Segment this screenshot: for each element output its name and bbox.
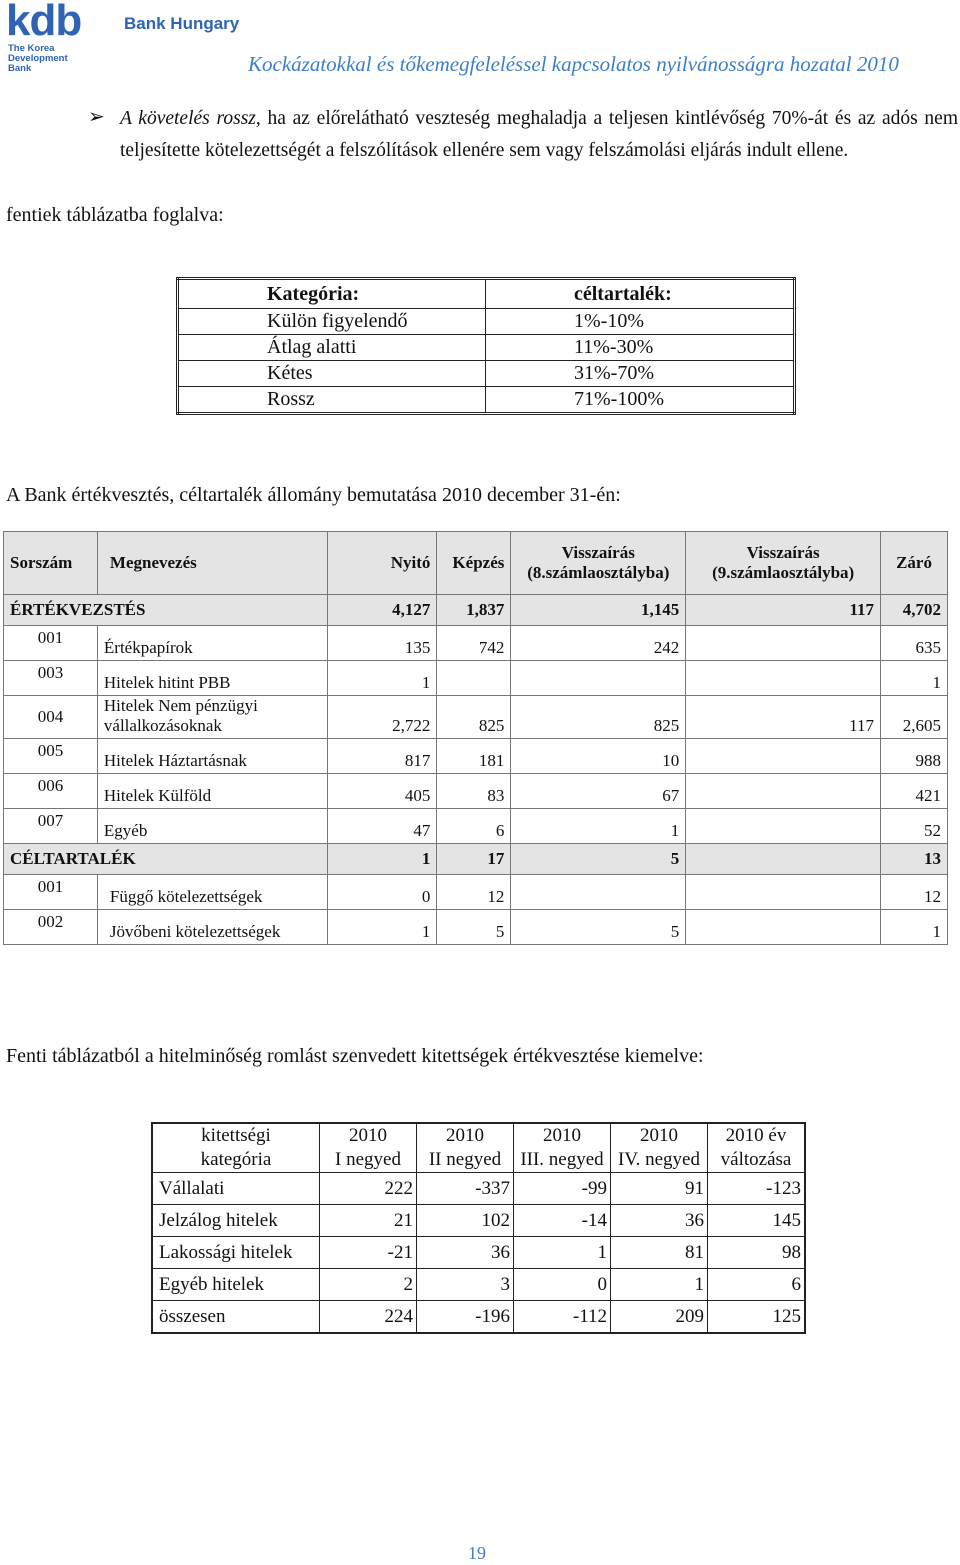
row-value: 817 xyxy=(327,739,437,774)
header-line: II negyed xyxy=(428,1149,502,1170)
row-value: 2,722 xyxy=(327,696,437,739)
impairment-header-row xyxy=(4,532,948,595)
row-value: 825 xyxy=(437,696,511,739)
row-value: 988 xyxy=(881,739,948,774)
row-code: 002 xyxy=(4,910,98,945)
header-visszairas-9 xyxy=(686,532,881,595)
section-row-ertekvesztes xyxy=(4,595,948,626)
quarter-header xyxy=(320,1123,417,1173)
header-kepzes: Képzés xyxy=(437,532,511,595)
row-value: 91 xyxy=(611,1173,708,1205)
row-value: 36 xyxy=(611,1205,708,1237)
row-value: 209 xyxy=(611,1301,708,1334)
row-value: 6 xyxy=(437,809,511,844)
document-title: Kockázatokkal és tőkemegfeleléssel kapcsolatos nyilvánosságra hozatal 2010 xyxy=(248,52,899,76)
row-value: -123 xyxy=(708,1173,806,1205)
table-row xyxy=(4,875,948,910)
row-value: 742 xyxy=(437,626,511,661)
quarter-header xyxy=(417,1123,514,1173)
row-value: 12 xyxy=(881,875,948,910)
row-value: 10 xyxy=(511,739,686,774)
section-value: 4,127 xyxy=(327,595,437,626)
category-header: Kategória: xyxy=(178,279,486,309)
provision-cell: 1%-10% xyxy=(486,309,795,335)
header-line: (9.számlaosztályba) xyxy=(712,563,855,582)
table-row xyxy=(152,1237,805,1269)
row-value: 21 xyxy=(320,1205,417,1237)
provision-cell: 31%-70% xyxy=(486,361,795,387)
row-value xyxy=(437,661,511,696)
row-value: 0 xyxy=(327,875,437,910)
category-row xyxy=(178,387,795,414)
row-value: -337 xyxy=(417,1173,514,1205)
row-label: összesen xyxy=(152,1301,320,1334)
row-value: 1 xyxy=(511,809,686,844)
header-line: III. negyed xyxy=(520,1149,604,1170)
row-code: 001 xyxy=(4,875,98,910)
header-line: kategória xyxy=(200,1149,272,1170)
arrow-bullet-icon: ➢ xyxy=(88,106,105,128)
row-code: 003 xyxy=(4,661,98,696)
row-value: 1 xyxy=(327,910,437,945)
section-value: 17 xyxy=(437,844,511,875)
page-number: 19 xyxy=(468,1543,486,1563)
table-row xyxy=(4,661,948,696)
row-name: Jövőbeni kötelezettségek xyxy=(97,910,327,945)
row-code: 001 xyxy=(4,626,98,661)
row-value: 67 xyxy=(511,774,686,809)
header-line: kitettségi xyxy=(201,1125,271,1146)
table-row xyxy=(4,626,948,661)
header-zaro: Záró xyxy=(881,532,948,595)
header-line: Visszaírás xyxy=(561,543,635,562)
row-code: 007 xyxy=(4,809,98,844)
header-line: 2010 xyxy=(349,1125,387,1146)
row-name: Hitelek Háztartásnak xyxy=(97,739,327,774)
table-row xyxy=(4,739,948,774)
row-name: Hitelek hitint PBB xyxy=(97,661,327,696)
category-cell: Külön figyelendő xyxy=(178,309,486,335)
category-row xyxy=(178,309,795,335)
intro-text-1: fentiek táblázatba foglalva: xyxy=(6,204,224,226)
row-name: Értékpapírok xyxy=(97,626,327,661)
category-header-row xyxy=(178,279,795,309)
row-value: 405 xyxy=(327,774,437,809)
header-line: Visszaírás xyxy=(746,543,820,562)
table-row xyxy=(4,809,948,844)
row-name: Függő kötelezettségek xyxy=(97,875,327,910)
row-name-line: Hitelek Nem pénzügyi xyxy=(103,696,258,715)
provision-header: céltartalék: xyxy=(486,279,795,309)
row-value: 635 xyxy=(881,626,948,661)
row-value: 222 xyxy=(320,1173,417,1205)
table-row xyxy=(4,910,948,945)
row-name: Egyéb xyxy=(97,809,327,844)
row-value: 2 xyxy=(320,1269,417,1301)
row-value: 83 xyxy=(437,774,511,809)
row-value: 5 xyxy=(437,910,511,945)
section-title: CÉLTARTALÉK xyxy=(4,844,328,875)
row-value: 421 xyxy=(881,774,948,809)
row-value xyxy=(686,875,881,910)
table-row xyxy=(152,1269,805,1301)
logo-sub-line: Development xyxy=(8,53,68,64)
quarter-header xyxy=(611,1123,708,1173)
row-value: 1 xyxy=(881,661,948,696)
kdb-logo xyxy=(6,2,276,74)
row-label: Lakossági hitelek xyxy=(152,1237,320,1269)
row-value: 2,605 xyxy=(881,696,948,739)
row-value: 135 xyxy=(327,626,437,661)
impairment-table xyxy=(3,531,948,945)
row-name xyxy=(97,696,327,739)
row-value xyxy=(686,910,881,945)
header-line: I negyed xyxy=(335,1149,401,1170)
row-value: 0 xyxy=(514,1269,611,1301)
row-value: 1 xyxy=(514,1237,611,1269)
row-value: 825 xyxy=(511,696,686,739)
row-value: -99 xyxy=(514,1173,611,1205)
row-value xyxy=(686,774,881,809)
header-nyito: Nyitó xyxy=(327,532,437,595)
section-value xyxy=(686,844,881,875)
row-value: 5 xyxy=(511,910,686,945)
header-line: 2010 xyxy=(446,1125,484,1146)
category-cell: Kétes xyxy=(178,361,486,387)
quarterly-table xyxy=(151,1122,806,1334)
intro-text-2: A Bank értékvesztés, céltartalék állomány bemutatása 2010 december 31-én: xyxy=(6,484,621,506)
header-line: (8.számlaosztályba) xyxy=(527,563,670,582)
row-name: Hitelek Külföld xyxy=(97,774,327,809)
provision-cell: 11%-30% xyxy=(486,335,795,361)
row-code: 004 xyxy=(4,696,98,739)
header-sorszam: Sorszám xyxy=(4,532,98,595)
section-title: ÉRTÉKVEZSTÉS xyxy=(4,595,328,626)
bullet-text: ha az előrelátható veszteség meghaladja a teljesen kintlévőség 70%-át és az adós nem teljesítette kötelezettségét a felszólítások ellenére sem vagy felszámolási eljárás indult ellene. xyxy=(120,108,958,161)
row-value: 12 xyxy=(437,875,511,910)
row-value: 36 xyxy=(417,1237,514,1269)
category-table xyxy=(176,277,796,415)
header-line: változása xyxy=(720,1149,792,1170)
row-value xyxy=(511,875,686,910)
intro-text-3: Fenti táblázatból a hitelminőség romlást szenvedett kitettségek értékvesztése kiemelve: xyxy=(6,1045,704,1067)
logo-subtitle xyxy=(8,44,68,74)
row-value: -21 xyxy=(320,1237,417,1269)
row-value: -14 xyxy=(514,1205,611,1237)
table-row xyxy=(152,1205,805,1237)
row-value: 81 xyxy=(611,1237,708,1269)
row-value: -112 xyxy=(514,1301,611,1334)
section-value: 1 xyxy=(327,844,437,875)
quarter-header xyxy=(514,1123,611,1173)
row-value: 52 xyxy=(881,809,948,844)
row-value xyxy=(686,661,881,696)
row-code: 006 xyxy=(4,774,98,809)
row-value: 145 xyxy=(708,1205,806,1237)
quarter-header xyxy=(152,1123,320,1173)
table-row xyxy=(152,1301,805,1334)
row-value: 125 xyxy=(708,1301,806,1334)
row-label: Vállalati xyxy=(152,1173,320,1205)
header-megnevezes: Megnevezés xyxy=(97,532,327,595)
section-value: 1,145 xyxy=(511,595,686,626)
row-value: 6 xyxy=(708,1269,806,1301)
header-line: 2010 xyxy=(640,1125,678,1146)
bullet-paragraph xyxy=(120,103,958,167)
table-row xyxy=(152,1173,805,1205)
row-value xyxy=(511,661,686,696)
row-value: 181 xyxy=(437,739,511,774)
logo-sub-line: The Korea xyxy=(8,43,55,54)
provision-cell: 71%-100% xyxy=(486,387,795,414)
row-value xyxy=(686,739,881,774)
row-value: -196 xyxy=(417,1301,514,1334)
row-value: 47 xyxy=(327,809,437,844)
header-line: 2010 xyxy=(543,1125,581,1146)
table-row xyxy=(4,774,948,809)
row-value xyxy=(686,626,881,661)
section-value: 13 xyxy=(881,844,948,875)
section-value: 1,837 xyxy=(437,595,511,626)
quarter-header xyxy=(708,1123,806,1173)
category-row xyxy=(178,361,795,387)
header-line: 2010 év xyxy=(725,1125,787,1146)
quarterly-header-row xyxy=(152,1123,805,1173)
row-code: 005 xyxy=(4,739,98,774)
section-row-celtartalek xyxy=(4,844,948,875)
bullet-lead: A követelés rossz, xyxy=(120,108,261,129)
row-value: 102 xyxy=(417,1205,514,1237)
logo-bank-name: Bank Hungary xyxy=(124,14,240,33)
category-cell: Rossz xyxy=(178,387,486,414)
row-label: Egyéb hitelek xyxy=(152,1269,320,1301)
row-value: 98 xyxy=(708,1237,806,1269)
header-visszairas-8 xyxy=(511,532,686,595)
row-label: Jelzálog hitelek xyxy=(152,1205,320,1237)
header-line: IV. negyed xyxy=(618,1149,700,1170)
row-value xyxy=(686,809,881,844)
row-value: 1 xyxy=(881,910,948,945)
row-value: 1 xyxy=(327,661,437,696)
section-value: 5 xyxy=(511,844,686,875)
row-name-line: vállalkozásoknak xyxy=(103,716,222,735)
section-value: 117 xyxy=(686,595,881,626)
row-value: 1 xyxy=(611,1269,708,1301)
logo-sub-line: Bank xyxy=(8,63,32,74)
row-value: 224 xyxy=(320,1301,417,1334)
category-row xyxy=(178,335,795,361)
logo-mark: kdb xyxy=(6,0,82,45)
section-value: 4,702 xyxy=(881,595,948,626)
row-value: 117 xyxy=(686,696,881,739)
category-cell: Átlag alatti xyxy=(178,335,486,361)
row-value: 242 xyxy=(511,626,686,661)
table-row xyxy=(4,696,948,739)
row-value: 3 xyxy=(417,1269,514,1301)
